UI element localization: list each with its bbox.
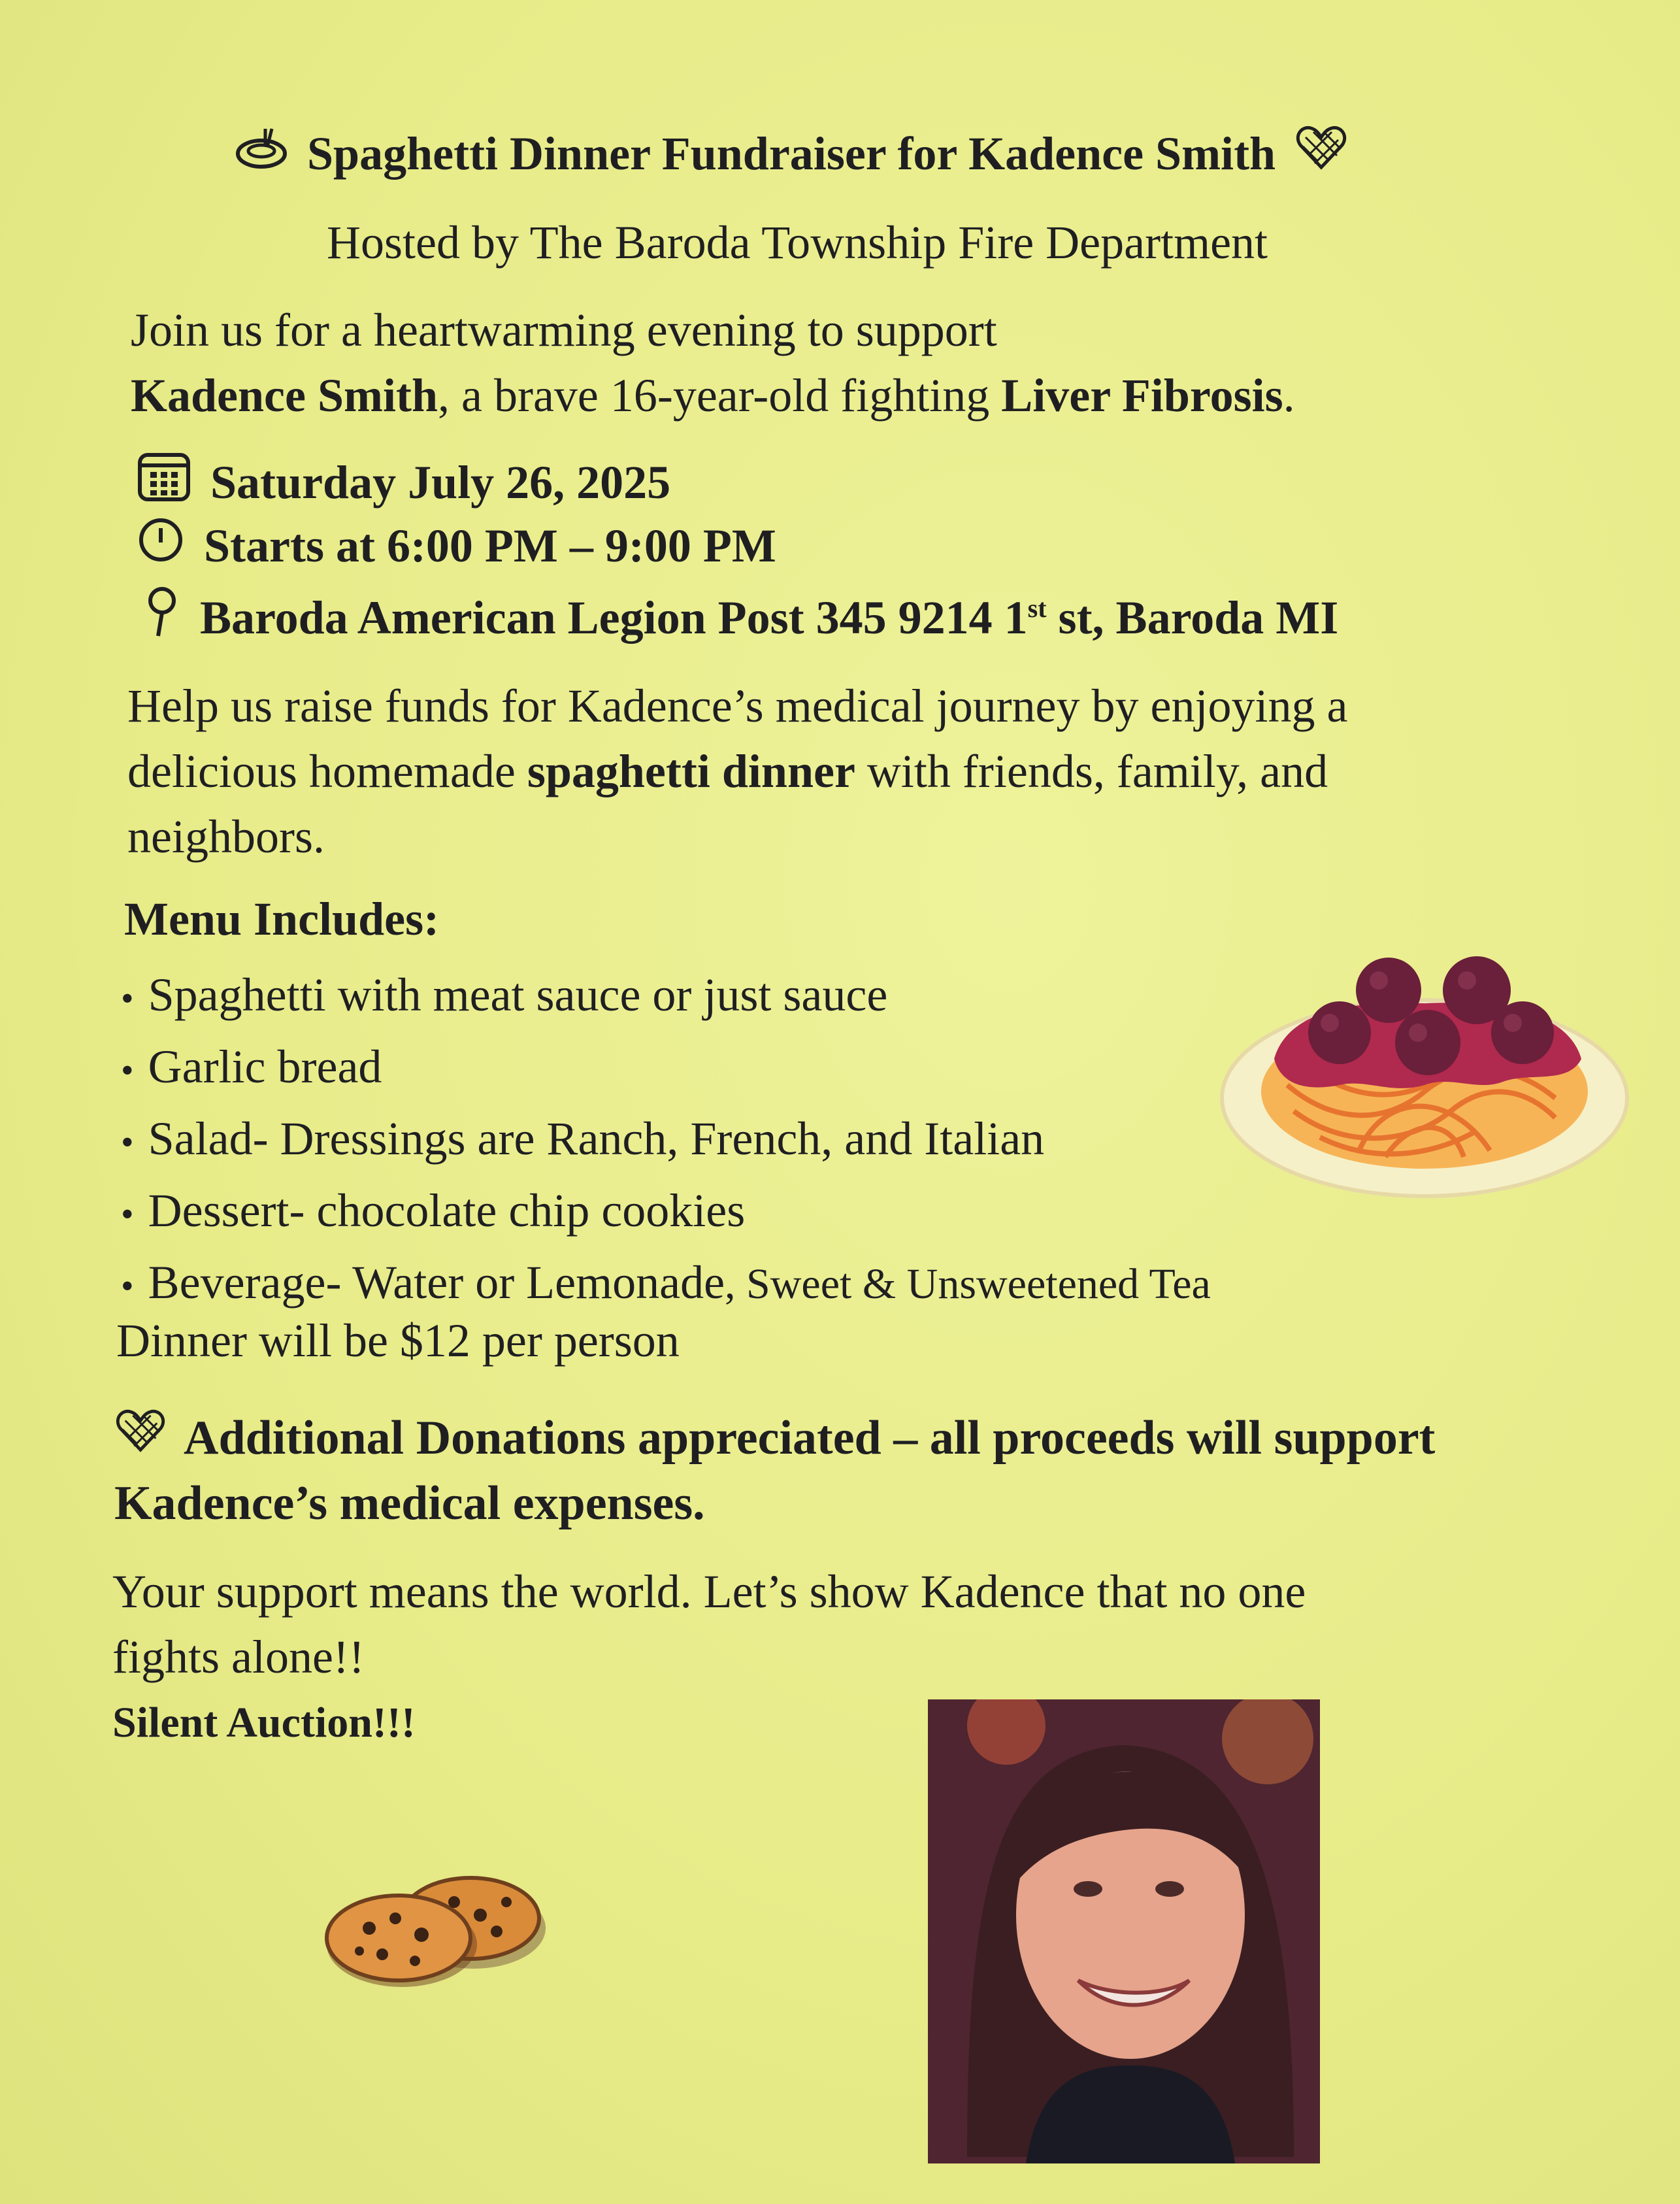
menu-item: • Spaghetti with meat sauce or just sauce [121,961,1211,1033]
intro-end: . [1283,369,1295,422]
flyer-title-text: Spaghetti Dinner Fundraiser for Kadence Smith [307,127,1276,180]
menu-item: • Garlic bread [121,1033,1211,1105]
menu-heading: Menu Includes: [124,893,440,945]
menu-item-beverage: • Beverage- Water or Lemonade, Sweet & Unsweetened Tea [121,1248,1211,1320]
menu-item: • Dessert- chocolate chip cookies [121,1177,1211,1248]
intro-name: Kadence Smith [131,369,438,422]
heart-icon [114,1405,167,1471]
donations-note [114,1405,1435,1536]
price-text: Dinner will be $12 per person [116,1314,680,1367]
cookies-illustration [323,1863,552,1994]
help-paragraph [127,673,1347,869]
event-location-text: Baroda American Legion Post 345 9214 1st st, Baroda MI [200,591,1339,644]
support-line-1: Your support means the world. Let’s show Kadence that no one [112,1565,1306,1618]
help-line-3: neighbors. [127,810,325,863]
help-highlight: spaghetti dinner [527,745,855,797]
spaghetti-plate-illustration [1215,928,1634,1216]
menu-item: • Salad- Dressings are Ranch, French, and Italian [121,1105,1211,1177]
hosted-by: Hosted by The Baroda Township Fire Department [327,216,1268,269]
help-line-1: Help us raise funds for Kadence’s medical journey by enjoying a [127,680,1348,732]
support-paragraph [112,1559,1306,1690]
location-pin-icon [144,585,180,650]
intro-paragraph [131,297,1295,428]
event-date-text: July 26, 2025 [408,456,671,509]
event-date [137,451,670,514]
donations-line-2: Kadence’s medical expenses. [114,1477,705,1530]
portrait-image [928,1699,1320,2163]
event-day: Saturday [210,456,397,509]
kadence-photo [928,1699,1320,2163]
calendar-icon [137,451,191,514]
support-line-2: fights alone!! [112,1631,365,1683]
flyer-title [235,124,1477,183]
heart-icon [1295,124,1347,183]
help-line-2: delicious homemade spaghetti dinner with friends, family, and [127,745,1328,797]
intro-condition: Liver Fibrosis [1001,369,1283,422]
silent-auction: Silent Auction!!! [112,1699,416,1746]
menu-list [121,961,1211,1320]
menu-item-beverage-extra: , Sweet & Unsweetened Tea [725,1260,1211,1308]
clock-icon [137,516,184,575]
event-location [144,585,1338,650]
donations-line-1: Additional Donations appreciated – all proceeds will support [114,1405,1435,1471]
intro-mid: , a brave 16-year-old fighting [438,369,1002,422]
spaghetti-bowl-icon [235,125,288,182]
event-time [137,516,776,575]
event-time-text: Starts at 6:00 PM – 9:00 PM [204,519,776,572]
intro-line-2 [131,363,1295,428]
intro-line-1: Join us for a heartwarming evening to support [131,304,997,356]
